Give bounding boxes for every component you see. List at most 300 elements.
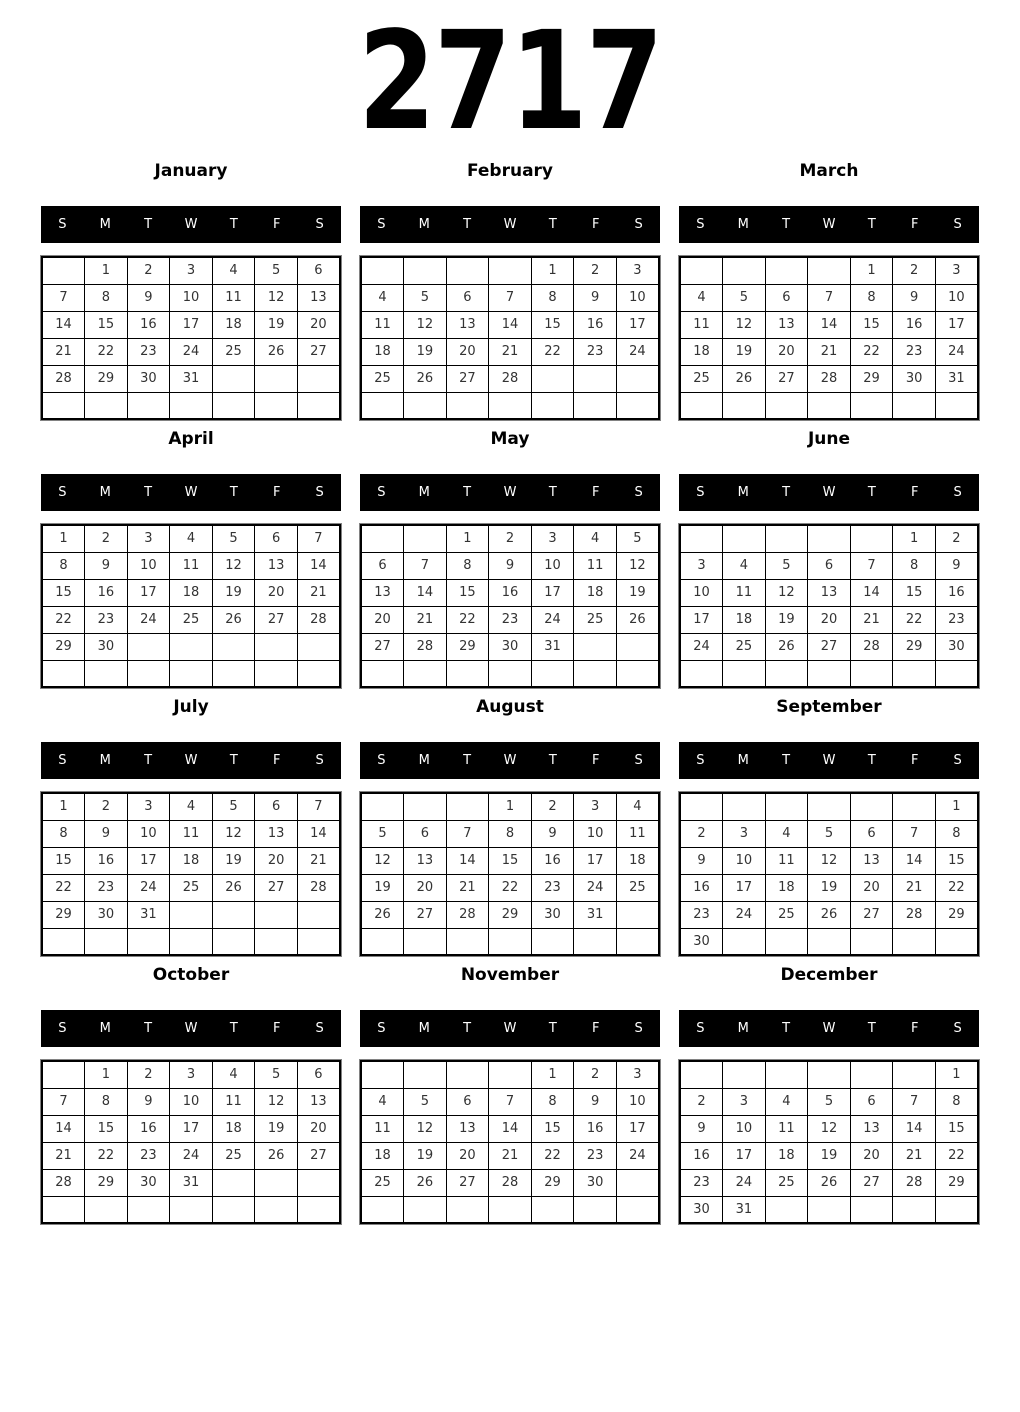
month-day-grid-body (680, 1061, 978, 1223)
day-cell: 25 (170, 874, 213, 901)
month-day-grid (679, 1060, 979, 1224)
day-cell: 6 (297, 1061, 340, 1088)
day-cell: 31 (935, 365, 978, 392)
week-row (42, 606, 340, 633)
empty-day-cell (808, 928, 851, 955)
day-cell: 26 (404, 365, 447, 392)
day-cell: 5 (255, 257, 298, 284)
day-cell: 14 (297, 552, 340, 579)
day-cell: 9 (85, 820, 128, 847)
day-cell: 14 (42, 1115, 85, 1142)
day-cell: 30 (85, 633, 128, 660)
day-cell: 8 (489, 820, 532, 847)
weekday-letter: F (591, 1021, 600, 1036)
day-cell: 17 (616, 311, 659, 338)
empty-day-cell (531, 365, 574, 392)
empty-day-cell (446, 392, 489, 419)
weekday-letter: M (737, 753, 749, 768)
week-row (361, 392, 659, 419)
month-day-grid-body (42, 1061, 340, 1223)
day-cell: 17 (935, 311, 978, 338)
day-cell: 27 (255, 874, 298, 901)
weekday-letter: M (418, 1021, 430, 1036)
empty-day-cell (680, 392, 723, 419)
week-row (361, 633, 659, 660)
day-cell: 30 (893, 365, 936, 392)
empty-day-cell (404, 1196, 447, 1223)
week-row (680, 633, 978, 660)
month-day-grid-body (42, 257, 340, 419)
empty-day-cell (404, 660, 447, 687)
weekday-letter: M (737, 1021, 749, 1036)
empty-day-cell (574, 365, 617, 392)
day-cell: 15 (893, 579, 936, 606)
day-cell: 2 (85, 793, 128, 820)
month-day-grid (360, 524, 660, 688)
day-cell: 17 (127, 579, 170, 606)
month-block (41, 160, 341, 420)
day-cell: 3 (127, 525, 170, 552)
weekday-letter: T (144, 753, 153, 768)
empty-day-cell (255, 928, 298, 955)
day-cell: 10 (616, 1088, 659, 1115)
day-cell: 26 (212, 874, 255, 901)
month-name: April (168, 429, 214, 449)
empty-day-cell (723, 660, 766, 687)
weekday-letter: F (591, 485, 600, 500)
month-day-grid-body (361, 793, 659, 955)
day-cell: 20 (446, 338, 489, 365)
empty-day-cell (935, 392, 978, 419)
day-cell: 22 (893, 606, 936, 633)
empty-day-cell (404, 392, 447, 419)
day-cell: 21 (893, 874, 936, 901)
empty-day-cell (765, 257, 808, 284)
month-name: March (799, 161, 859, 181)
weekday-letter: T (867, 1021, 876, 1036)
empty-day-cell (127, 1196, 170, 1223)
empty-day-cell (935, 660, 978, 687)
day-cell: 15 (935, 1115, 978, 1142)
day-cell: 2 (680, 820, 723, 847)
day-cell: 29 (85, 365, 128, 392)
week-row (361, 606, 659, 633)
empty-day-cell (680, 660, 723, 687)
day-cell: 18 (765, 874, 808, 901)
empty-day-cell (297, 633, 340, 660)
empty-day-cell (808, 1196, 851, 1223)
empty-day-cell (42, 392, 85, 419)
empty-day-cell (850, 525, 893, 552)
weekday-letter: W (822, 753, 836, 768)
empty-day-cell (42, 928, 85, 955)
weekday-letter: S (58, 485, 67, 500)
empty-day-cell (893, 660, 936, 687)
day-cell: 12 (765, 579, 808, 606)
day-cell: 18 (616, 847, 659, 874)
day-cell: 12 (723, 311, 766, 338)
day-cell: 14 (489, 311, 532, 338)
weekday-header-bar (41, 742, 341, 779)
day-cell: 9 (127, 1088, 170, 1115)
month-name: June (807, 429, 851, 449)
empty-day-cell (297, 365, 340, 392)
weekday-header-bar (679, 1010, 979, 1047)
empty-day-cell (361, 660, 404, 687)
weekday-letter: W (822, 485, 836, 500)
day-cell: 6 (850, 820, 893, 847)
empty-day-cell (255, 633, 298, 660)
empty-day-cell (765, 1196, 808, 1223)
day-cell: 29 (850, 365, 893, 392)
day-cell: 17 (680, 606, 723, 633)
empty-day-cell (212, 633, 255, 660)
day-cell: 20 (361, 606, 404, 633)
day-cell: 11 (212, 284, 255, 311)
day-cell: 7 (297, 525, 340, 552)
empty-day-cell (574, 633, 617, 660)
day-cell: 16 (574, 1115, 617, 1142)
week-row (361, 552, 659, 579)
empty-day-cell (297, 392, 340, 419)
weekday-letter: T (867, 485, 876, 500)
day-cell: 10 (574, 820, 617, 847)
day-cell: 25 (765, 901, 808, 928)
month-name: September (776, 697, 882, 717)
empty-day-cell (893, 1061, 936, 1088)
empty-day-cell (680, 257, 723, 284)
day-cell: 26 (616, 606, 659, 633)
week-row (42, 257, 340, 284)
day-cell: 2 (127, 257, 170, 284)
day-cell: 13 (446, 311, 489, 338)
week-row (361, 311, 659, 338)
month-day-grid-body (680, 525, 978, 687)
week-row (42, 928, 340, 955)
weekday-header-bar (360, 1010, 660, 1047)
day-cell: 5 (616, 525, 659, 552)
day-cell: 30 (680, 1196, 723, 1223)
day-cell: 30 (127, 1169, 170, 1196)
day-cell: 28 (297, 874, 340, 901)
empty-day-cell (489, 1061, 532, 1088)
day-cell: 2 (489, 525, 532, 552)
day-cell: 20 (446, 1142, 489, 1169)
day-cell: 28 (446, 901, 489, 928)
week-row (42, 365, 340, 392)
day-cell: 27 (297, 1142, 340, 1169)
day-cell: 9 (680, 847, 723, 874)
weekday-letter: T (463, 485, 472, 500)
week-row (680, 793, 978, 820)
month-block (679, 428, 979, 688)
day-cell: 18 (170, 579, 213, 606)
day-cell: 20 (404, 874, 447, 901)
day-cell: 21 (404, 606, 447, 633)
week-row (680, 525, 978, 552)
day-cell: 27 (361, 633, 404, 660)
empty-day-cell (255, 1169, 298, 1196)
weekday-letter: T (548, 753, 557, 768)
empty-day-cell (404, 257, 447, 284)
month-block (41, 428, 341, 688)
year-title: 2717 (358, 3, 662, 161)
weekday-letter: T (782, 485, 791, 500)
day-cell: 3 (723, 1088, 766, 1115)
empty-day-cell (42, 1196, 85, 1223)
day-cell: 23 (680, 901, 723, 928)
week-row (361, 1088, 659, 1115)
day-cell: 22 (935, 1142, 978, 1169)
day-cell: 3 (616, 257, 659, 284)
day-cell: 6 (446, 284, 489, 311)
day-cell: 14 (893, 1115, 936, 1142)
day-cell: 18 (723, 606, 766, 633)
day-cell: 5 (212, 525, 255, 552)
day-cell: 19 (361, 874, 404, 901)
empty-day-cell (297, 660, 340, 687)
day-cell: 11 (361, 311, 404, 338)
month-block (679, 160, 979, 420)
empty-day-cell (850, 660, 893, 687)
empty-day-cell (765, 1061, 808, 1088)
day-cell: 13 (255, 552, 298, 579)
week-row (42, 901, 340, 928)
day-cell: 27 (297, 338, 340, 365)
day-cell: 3 (170, 1061, 213, 1088)
day-cell: 28 (893, 1169, 936, 1196)
empty-day-cell (616, 1169, 659, 1196)
week-row (680, 1196, 978, 1223)
weekday-letter: W (503, 1021, 517, 1036)
day-cell: 13 (765, 311, 808, 338)
day-cell: 3 (127, 793, 170, 820)
day-cell: 5 (723, 284, 766, 311)
day-cell: 7 (489, 284, 532, 311)
empty-day-cell (127, 633, 170, 660)
week-row (42, 633, 340, 660)
day-cell: 28 (893, 901, 936, 928)
day-cell: 6 (446, 1088, 489, 1115)
month-name: February (466, 161, 554, 181)
weekday-letter: W (184, 753, 198, 768)
day-cell: 4 (361, 284, 404, 311)
week-row (42, 1061, 340, 1088)
week-row (42, 525, 340, 552)
weekday-letter: S (58, 217, 67, 232)
day-cell: 7 (893, 1088, 936, 1115)
day-cell: 27 (808, 633, 851, 660)
day-cell: 1 (893, 525, 936, 552)
weekday-letter: S (377, 1021, 386, 1036)
day-cell: 22 (85, 338, 128, 365)
day-cell: 27 (255, 606, 298, 633)
day-cell: 24 (574, 874, 617, 901)
empty-day-cell (404, 928, 447, 955)
month-name: August (476, 697, 544, 717)
empty-day-cell (680, 793, 723, 820)
empty-day-cell (42, 660, 85, 687)
week-row (361, 1196, 659, 1223)
day-cell: 16 (85, 579, 128, 606)
week-row (42, 1196, 340, 1223)
month-day-grid-body (361, 257, 659, 419)
empty-day-cell (574, 392, 617, 419)
day-cell: 9 (127, 284, 170, 311)
day-cell: 6 (404, 820, 447, 847)
day-cell: 22 (850, 338, 893, 365)
day-cell: 19 (765, 606, 808, 633)
empty-day-cell (935, 1196, 978, 1223)
empty-day-cell (361, 928, 404, 955)
day-cell: 8 (42, 820, 85, 847)
day-cell: 5 (361, 820, 404, 847)
day-cell: 7 (893, 820, 936, 847)
week-row (42, 552, 340, 579)
month-day-grid-body (680, 257, 978, 419)
month-day-grid-body (361, 1061, 659, 1223)
day-cell: 21 (893, 1142, 936, 1169)
day-cell: 10 (723, 1115, 766, 1142)
empty-day-cell (765, 928, 808, 955)
weekday-letter: F (910, 753, 919, 768)
day-cell: 17 (127, 847, 170, 874)
day-cell: 27 (404, 901, 447, 928)
day-cell: 7 (297, 793, 340, 820)
week-row (361, 1115, 659, 1142)
week-row (42, 847, 340, 874)
day-cell: 18 (212, 1115, 255, 1142)
day-cell: 18 (361, 338, 404, 365)
weekday-letter: T (144, 217, 153, 232)
weekday-letter: T (782, 217, 791, 232)
day-cell: 8 (531, 1088, 574, 1115)
weekday-letter: F (591, 753, 600, 768)
day-cell: 8 (85, 284, 128, 311)
weekday-letter: F (272, 1021, 281, 1036)
empty-day-cell (170, 633, 213, 660)
weekday-letter: W (822, 1021, 836, 1036)
weekday-header-bar (679, 742, 979, 779)
day-cell: 29 (531, 1169, 574, 1196)
day-cell: 19 (404, 338, 447, 365)
day-cell: 1 (935, 793, 978, 820)
day-cell: 25 (212, 1142, 255, 1169)
day-cell: 29 (935, 1169, 978, 1196)
day-cell: 17 (170, 311, 213, 338)
week-row (42, 820, 340, 847)
day-cell: 11 (765, 1115, 808, 1142)
day-cell: 25 (574, 606, 617, 633)
day-cell: 16 (574, 311, 617, 338)
day-cell: 30 (531, 901, 574, 928)
day-cell: 26 (404, 1169, 447, 1196)
weekday-letter: M (99, 753, 111, 768)
weekday-letter: T (229, 753, 238, 768)
week-row (361, 874, 659, 901)
day-cell: 4 (212, 1061, 255, 1088)
day-cell: 28 (42, 365, 85, 392)
empty-day-cell (765, 525, 808, 552)
day-cell: 4 (170, 525, 213, 552)
day-cell: 24 (170, 1142, 213, 1169)
empty-day-cell (446, 1061, 489, 1088)
empty-day-cell (212, 1196, 255, 1223)
day-cell: 5 (808, 1088, 851, 1115)
day-cell: 7 (808, 284, 851, 311)
empty-day-cell (765, 793, 808, 820)
day-cell: 15 (42, 847, 85, 874)
day-cell: 9 (893, 284, 936, 311)
day-cell: 5 (808, 820, 851, 847)
weekday-letter: T (548, 217, 557, 232)
day-cell: 12 (212, 552, 255, 579)
day-cell: 9 (574, 1088, 617, 1115)
month-block (41, 696, 341, 956)
day-cell: 23 (85, 874, 128, 901)
month-name: December (780, 965, 878, 985)
empty-day-cell (489, 660, 532, 687)
day-cell: 2 (893, 257, 936, 284)
day-cell: 14 (42, 311, 85, 338)
day-cell: 15 (935, 847, 978, 874)
day-cell: 21 (850, 606, 893, 633)
empty-day-cell (255, 392, 298, 419)
day-cell: 2 (680, 1088, 723, 1115)
day-cell: 12 (404, 311, 447, 338)
day-cell: 24 (127, 606, 170, 633)
month-day-grid-body (42, 793, 340, 955)
day-cell: 9 (531, 820, 574, 847)
day-cell: 14 (808, 311, 851, 338)
day-cell: 1 (531, 257, 574, 284)
weekday-letter: T (548, 485, 557, 500)
day-cell: 4 (723, 552, 766, 579)
weekday-letter: S (58, 753, 67, 768)
month-block (679, 964, 979, 1224)
empty-day-cell (489, 1196, 532, 1223)
weekday-letter: M (418, 753, 430, 768)
day-cell: 25 (361, 365, 404, 392)
day-cell: 23 (680, 1169, 723, 1196)
day-cell: 1 (85, 1061, 128, 1088)
day-cell: 30 (489, 633, 532, 660)
empty-day-cell (489, 392, 532, 419)
empty-day-cell (808, 525, 851, 552)
day-cell: 11 (723, 579, 766, 606)
day-cell: 10 (531, 552, 574, 579)
weekday-letter: M (418, 485, 430, 500)
weekday-letter: T (229, 485, 238, 500)
day-cell: 23 (531, 874, 574, 901)
day-cell: 2 (574, 257, 617, 284)
day-cell: 7 (404, 552, 447, 579)
empty-day-cell (850, 1061, 893, 1088)
week-row (361, 820, 659, 847)
weekday-letter: S (315, 485, 324, 500)
day-cell: 5 (765, 552, 808, 579)
day-cell: 4 (361, 1088, 404, 1115)
day-cell: 27 (850, 901, 893, 928)
day-cell: 28 (42, 1169, 85, 1196)
day-cell: 12 (616, 552, 659, 579)
day-cell: 20 (255, 579, 298, 606)
weekday-letter: T (463, 753, 472, 768)
empty-day-cell (680, 525, 723, 552)
day-cell: 29 (85, 1169, 128, 1196)
week-row (42, 1169, 340, 1196)
empty-day-cell (808, 392, 851, 419)
